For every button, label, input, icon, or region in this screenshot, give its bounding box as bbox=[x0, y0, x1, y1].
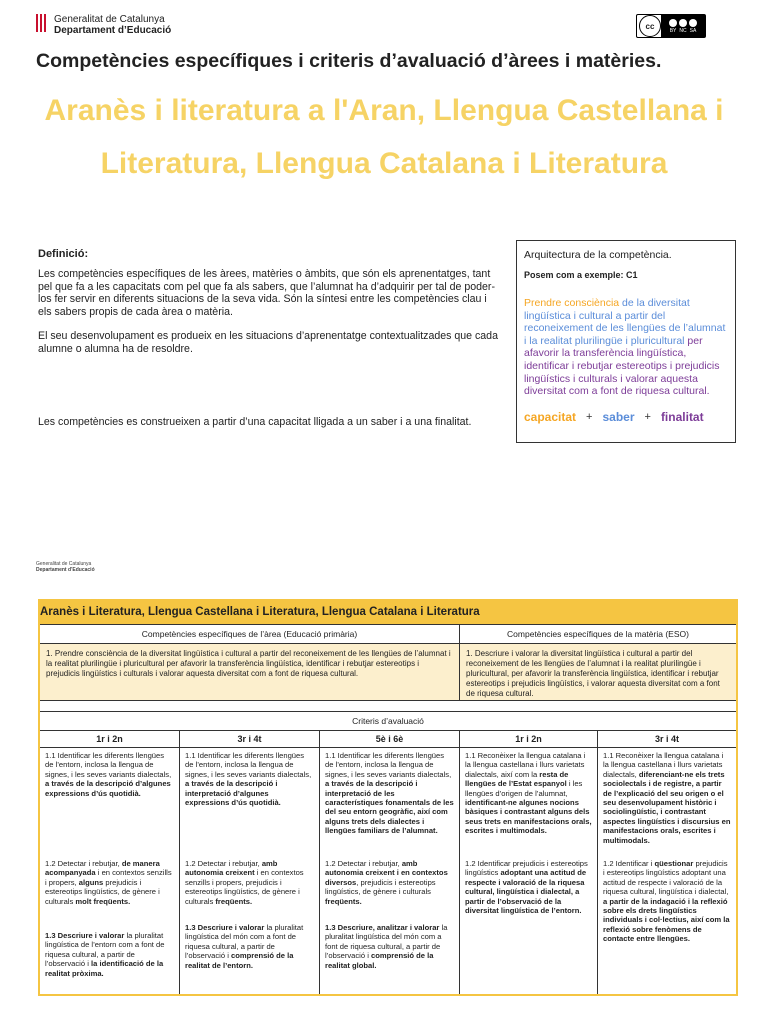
col-header: 5è i 6è bbox=[320, 731, 460, 747]
org-name: Generalitat de Catalunya bbox=[54, 14, 165, 25]
table-header-row bbox=[40, 625, 736, 644]
criteria-col-primary-5-6 bbox=[320, 748, 460, 994]
architecture-example: Posem com a exemple: C1 bbox=[524, 270, 638, 280]
criterion-1-2: 1.2 Detectar i rebutjar, amb autonomia creixent i en contextos diversos, prejudicis i estereotips lingüístics, de gènere i culturals freqüents. bbox=[325, 859, 448, 906]
legend-capacitat: capacitat bbox=[524, 409, 577, 424]
criterion-1-2: 1.2 Identificar prejudicis i estereotips lingüístics adoptant una actitud de respecte i valoració de la riquesa cultural, lingüística i dialectal, a partir de l’observació de la diversitat lingüística de l’entorn. bbox=[465, 859, 588, 916]
criterion-1-1: 1.1 Reconèixer la llengua catalana i la llengua castellana i llurs varietats dialectals, diferenciant-ne els trets sociolectals i de registre, a partir de l’explicació del seu origen o el seu desenvolupament històric i sociolingüístic, i contrastant aspectes lingüístics i discursius en manifestacions orals, escrites i multimodals. bbox=[603, 751, 731, 845]
finalitat-text: per afavorir la transferència lingüística, identificar i rebutjar estereotips i prejudicis lingüístics i culturals i valorar aquesta diversitat com a font de riquesa cultural. bbox=[524, 334, 720, 398]
license-by: BY bbox=[669, 27, 677, 34]
legend-plus: + bbox=[586, 410, 593, 423]
saber-text: de la diversitat lingüística i cultural a partir del reconeixement de les llengües de l’alumnat i la realitat plurilingüe i pluricultural bbox=[524, 297, 726, 347]
architecture-example-text bbox=[524, 297, 728, 398]
header-primary: Competències específiques de l’àrea (Educació primària) bbox=[40, 625, 460, 643]
small-logo-org: Generalitat de Catalunya bbox=[36, 561, 92, 567]
criteria-col-primary-3-4 bbox=[180, 748, 320, 994]
architecture-heading: Arquitectura de la competència. bbox=[524, 249, 672, 261]
criterion-1-2: 1.2 Detectar i rebutjar, amb autonomia creixent i en contextos senzills i propers, prejudicis i estereotips lingüístics, de gènere i culturals freqüents. bbox=[185, 859, 304, 906]
criterion-1-1: 1.1 Reconèixer la llengua catalana i la llengua castellana i llurs varietats dialectals, així com la resta de llengües de l’Estat espanyol i les llengües d’origen de l’alumnat, identificant-ne algunes nocions bàsiques i contrastant alguns dels seus trets en manifestacions orals, escrites i multimodals. bbox=[465, 751, 592, 836]
criteria-row bbox=[40, 748, 736, 994]
license-nc: NC bbox=[679, 27, 687, 34]
legend-finalitat: finalitat bbox=[660, 409, 704, 424]
generalitat-small-logo bbox=[36, 561, 95, 573]
department-name: Departament d’Educació bbox=[54, 25, 172, 36]
col-header: 1r i 2n bbox=[40, 731, 180, 747]
generalitat-emblem-icon bbox=[36, 14, 48, 32]
page-title: Competències específiques i criteris d’avaluació d’àrees i matèries. bbox=[36, 50, 662, 72]
small-logo-department: Departament d’Educació bbox=[36, 567, 95, 573]
definition-heading: Definició: bbox=[38, 248, 89, 260]
competence-row bbox=[40, 644, 736, 701]
criterion-1-3: 1.3 Descriure, analitzar i valorar la pluralitat lingüística del món com a font de riquesa cultural, a partir de l’observació i comprensió de la realitat global. bbox=[325, 923, 448, 970]
legend-saber: saber bbox=[602, 409, 635, 424]
competence-eso: 1. Descriure i valorar la diversitat lingüística i cultural a partir del reconeixement de les llengües de l’alumnat i la realitat plurilingüe i pluricultural, per afavorir la transferència lingüística, identificar i rebutjar estereotips i prejudicis lingüístics, i valorar aquesta diversitat com a font de riquesa cultural. bbox=[460, 644, 736, 700]
creative-commons-license-icon bbox=[636, 14, 706, 38]
col-header: 3r i 4t bbox=[180, 731, 320, 747]
criteria-col-primary-1-2 bbox=[40, 748, 180, 994]
grade-header-row bbox=[40, 731, 736, 748]
competence-primary: 1. Prendre consciència de la diversitat lingüística i cultural a partir del reconeixement de les llengües de l’alumnat i la realitat plurilingüe i pluricultural per afavorir la transferència lingüística, identificar i rebutjar estereotips i prejudicis lingüístics i culturals i valorar aquesta diversitat com a font de riquesa cultural. bbox=[40, 644, 460, 700]
competences-table bbox=[38, 599, 738, 996]
criterion-1-2: 1.2 Detectar i rebutjar, de manera acompanyada i en contextos senzills i propers, alguns prejudicis i estereotips lingüístics, de gènere i culturals molt freqüents. bbox=[45, 859, 172, 906]
header-eso: Competències específiques de la matèria (ESO) bbox=[507, 629, 689, 639]
competence-architecture-box bbox=[516, 240, 736, 443]
criterion-1-1: 1.1 Identificar les diferents llengües de l’entorn, inclosa la llengua de signes, i les seves variants dialectals, a través de la descripció d’algunes expressions d’ús quotidià. bbox=[45, 751, 172, 798]
criteria-col-eso-3-4 bbox=[598, 748, 736, 994]
definition-paragraph-3: Les competències es construeixen a partir d’una capacitat lligada a un saber i a una finalitat. bbox=[38, 416, 472, 428]
criteria-col-eso-1-2 bbox=[460, 748, 598, 994]
criterion-1-3: 1.3 Descriure i valorar la pluralitat lingüística del món com a font de riquesa cultural, a partir de l’observació i comprensió de la realitat de l’entorn. bbox=[185, 923, 304, 970]
subject-title-line2: Literatura, Llengua Catalana i Literatura bbox=[100, 147, 668, 180]
col-header: 3r i 4t bbox=[598, 731, 736, 747]
definition-paragraph-1: Les competències específiques de les àrees, matèries o àmbits, que són els aprenentatges, tant pel que fa a les capacitats com pel que fa als sabers, que l’alumnat ha d’adquirir per tal de poder-los fer servir en diferents situacions de la seva vida. Són la síntesi entre les competències clau i els sabers propis de cada àrea o matèria. bbox=[38, 268, 495, 318]
definition-paragraph-2: El seu desenvolupament es produeix en les situacions d’aprenentatge contextualitzades que cada alumne o alumna ha de resoldre. bbox=[38, 330, 498, 355]
criterion-1-3: 1.3 Descriure i valorar la pluralitat lingüística de l’entorn com a font de riquesa cultural, a partir de l’observació i la identificació de la realitat pròxima. bbox=[45, 931, 165, 978]
criterion-1-1: 1.1 Identificar les diferents llengües de l’entorn, inclosa la llengua de signes, i les seves variants dialectals, a través de la descripció i interpretació de les característiques fonamentals de les del seu entorn geogràfic, així com alguns trets dels dialectes i llengües familiars de l’alumnat. bbox=[325, 751, 454, 836]
generalitat-logo bbox=[36, 14, 171, 36]
criterion-1-1: 1.1 Identificar les diferents llengües de l’entorn, inclosa la llengua de signes, i les seves variants dialectals, a través de la descripció i interpretació d’algunes expressions d’ús quotidià. bbox=[185, 751, 312, 808]
legend-plus: + bbox=[644, 410, 651, 423]
spacer-row bbox=[40, 701, 736, 712]
col-header: 1r i 2n bbox=[460, 731, 598, 747]
subject-title-line1: Aranès i literatura a l'Aran, Llengua Castellana i bbox=[44, 94, 724, 127]
cc-icon: cc bbox=[639, 15, 661, 37]
criterion-1-2: 1.2 Identificar i qüestionar prejudicis i estereotips lingüístics adoptant una actitud de respecte i valoració de la riquesa cultural, lingüística i dialectal, a partir de la indagació i la reflexió sobre els drets lingüístics individuals i col·lectius, així com la reflexió sobre fenòmens de contacte entre llengües. bbox=[603, 859, 730, 944]
criteria-label: Criteris d’avaluació bbox=[40, 712, 736, 731]
capacitat-text: Prendre consciència bbox=[524, 297, 620, 309]
table-title: Aranès i Literatura, Llengua Castellana i Literatura, Llengua Catalana i Literatura bbox=[40, 601, 736, 625]
license-sa: SA bbox=[689, 27, 697, 34]
architecture-legend bbox=[524, 410, 728, 424]
